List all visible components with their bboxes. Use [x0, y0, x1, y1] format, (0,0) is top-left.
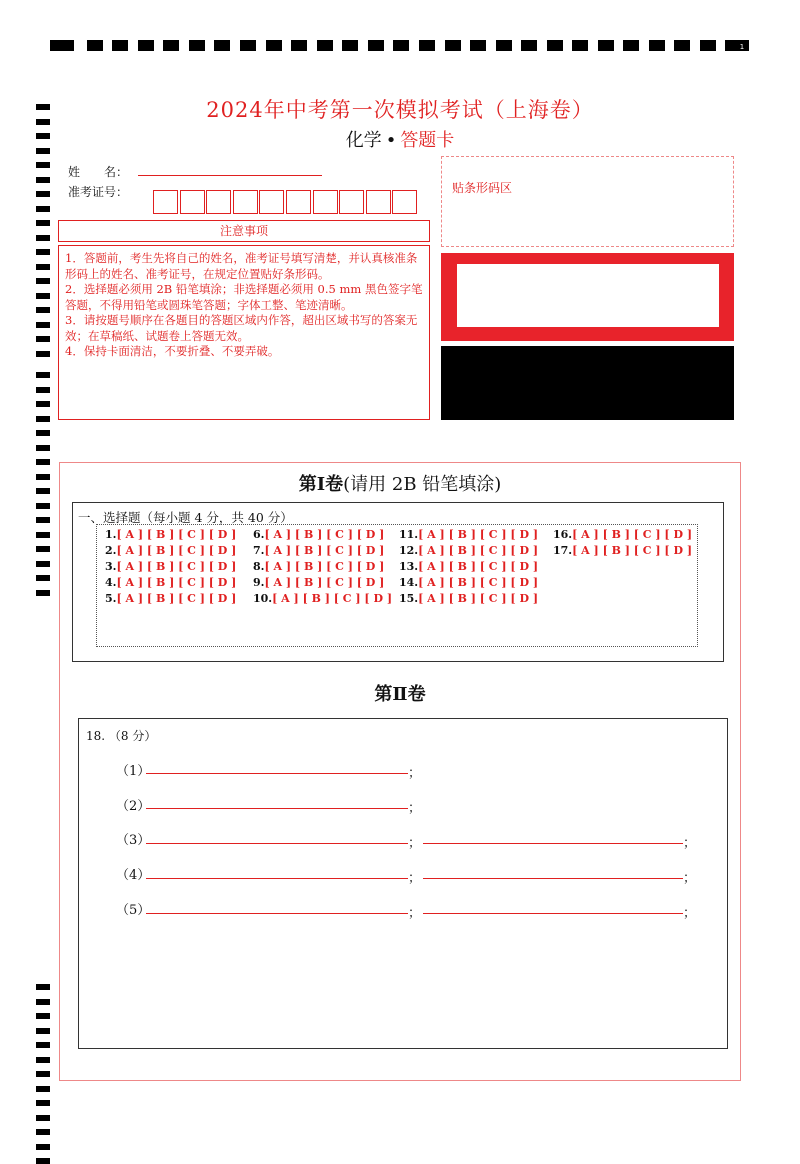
exam-id-digit-box[interactable]	[366, 190, 391, 214]
mcq-question-7[interactable]	[253, 544, 384, 557]
timing-mark	[36, 1086, 50, 1092]
timing-mark	[623, 40, 639, 51]
timing-mark	[36, 1057, 50, 1063]
absent-mark-block	[441, 253, 734, 341]
answer-options[interactable]: [ A ] [ B ] [ C ] [ D ]	[116, 592, 237, 605]
timing-mark	[572, 40, 588, 51]
answer-options[interactable]: [ A ] [ B ] [ C ] [ D ]	[418, 528, 539, 541]
part1-title	[0, 470, 800, 496]
part2-title: 第Ⅱ卷	[374, 684, 426, 705]
timing-mark	[36, 220, 50, 226]
answer-options[interactable]: [ A ] [ B ] [ C ] [ D ]	[272, 592, 393, 605]
timing-mark	[36, 191, 50, 197]
timing-mark	[189, 40, 205, 51]
answer-line-4a[interactable]	[146, 878, 408, 879]
question-number: 17.	[553, 544, 573, 557]
question-number: 4.	[105, 576, 117, 589]
question-number: 1.	[105, 528, 117, 541]
exam-id-digit-box[interactable]	[339, 190, 364, 214]
sub-question-label: （4）	[116, 868, 151, 883]
question-number: 12.	[399, 544, 419, 557]
exam-id-digit-box[interactable]	[313, 190, 338, 214]
timing-mark	[36, 1158, 50, 1164]
mcq-question-8[interactable]	[253, 560, 384, 573]
mcq-question-4[interactable]	[105, 576, 236, 589]
answer-options[interactable]: [ A ] [ B ] [ C ] [ D ]	[418, 560, 539, 573]
semicolon: ；	[408, 871, 422, 886]
timing-mark	[419, 40, 435, 51]
timing-mark	[598, 40, 614, 51]
mcq-section-label: 一、选择题（每小题 4 分，共 40 分）	[78, 510, 293, 525]
mcq-question-16[interactable]	[553, 528, 692, 541]
name-label: 姓 名：	[68, 165, 129, 179]
mcq-question-1[interactable]	[105, 528, 236, 541]
question-number: 3.	[105, 560, 117, 573]
mcq-question-3[interactable]	[105, 560, 236, 573]
timing-mark	[50, 40, 74, 51]
timing-mark	[36, 278, 50, 284]
answer-line-5b[interactable]	[423, 913, 683, 914]
timing-mark	[700, 40, 716, 51]
semicolon: ；	[408, 836, 422, 851]
question-number: 11.	[399, 528, 419, 541]
timing-mark	[36, 999, 50, 1005]
mcq-question-15[interactable]	[399, 592, 538, 605]
timing-mark	[36, 1071, 50, 1077]
sub-question-label: （3）	[116, 833, 151, 848]
exam-id-digit-box[interactable]	[259, 190, 284, 214]
notice-item: 3．请按题号顺序在各题目的答题区域内作答，超出区域书写的答案无效；在草稿纸、试题卷上答题无效。	[65, 313, 418, 343]
timing-mark	[36, 445, 50, 451]
answer-options[interactable]: [ A ] [ B ] [ C ] [ D ]	[116, 544, 237, 557]
timing-mark	[317, 40, 333, 51]
answer-options[interactable]: [ A ] [ B ] [ C ] [ D ]	[116, 528, 237, 541]
barcode-area-label: 贴条形码区	[452, 181, 513, 195]
notice-item: 4．保持卡面清洁，不要折叠、不要弄破。	[65, 344, 280, 358]
question-number: 13.	[399, 560, 419, 573]
question-number: 16.	[553, 528, 573, 541]
answer-line-3b[interactable]	[423, 843, 683, 844]
exam-id-digit-box[interactable]	[392, 190, 417, 214]
timing-mark	[547, 40, 563, 51]
question-18-box	[78, 718, 728, 1049]
answer-line-5a[interactable]	[146, 913, 408, 914]
question-number: 9.	[253, 576, 265, 589]
notice-item: 2．选择题必须用 2B 铅笔填涂；非选择题必须用 0.5 mm 黑色签字笔答题，不得用铅笔或圆珠笔答题；字体工整、笔迹清晰。	[65, 282, 423, 312]
mcq-question-14[interactable]	[399, 576, 538, 589]
notice-heading: 注意事项	[58, 220, 430, 242]
mcq-question-12[interactable]	[399, 544, 538, 557]
part1-title-bold: 第Ⅰ卷	[298, 474, 344, 495]
timing-mark	[36, 322, 50, 328]
exam-id-digit-box[interactable]	[286, 190, 311, 214]
question-number: 8.	[253, 560, 265, 573]
timing-mark	[36, 416, 50, 422]
answer-options[interactable]: [ A ] [ B ] [ C ] [ D ]	[264, 528, 385, 541]
timing-mark	[496, 40, 512, 51]
timing-mark	[36, 387, 50, 393]
mcq-question-2[interactable]	[105, 544, 236, 557]
answer-line-4b[interactable]	[423, 878, 683, 879]
semicolon: ；	[683, 906, 697, 921]
name-input-line[interactable]	[138, 175, 322, 176]
mcq-question-17[interactable]	[553, 544, 692, 557]
timing-mark	[36, 351, 50, 357]
timing-mark	[240, 40, 256, 51]
timing-mark	[36, 561, 50, 567]
exam-id-digit-box[interactable]	[180, 190, 205, 214]
mcq-question-6[interactable]	[253, 528, 384, 541]
timing-mark	[393, 40, 409, 51]
timing-mark	[36, 293, 50, 299]
timing-mark	[36, 249, 50, 255]
timing-mark	[87, 40, 103, 51]
question-number: 10.	[253, 592, 273, 605]
notice-item: 1．答题前，考生先将自己的姓名，准考证号填写清楚，并认真核准条形码上的姓名、准考证号，在规定位置贴好条形码。	[65, 251, 418, 281]
question-number: 7.	[253, 544, 265, 557]
timing-mark	[36, 206, 50, 212]
black-mark-block	[441, 346, 734, 420]
timing-mark	[36, 575, 50, 581]
answer-options[interactable]: [ A ] [ B ] [ C ] [ D ]	[418, 576, 539, 589]
timing-mark	[266, 40, 282, 51]
timing-mark	[36, 590, 50, 596]
exam-id-digit-box[interactable]	[233, 190, 258, 214]
timing-mark	[36, 430, 50, 436]
answer-line-1[interactable]	[146, 773, 408, 774]
timing-mark	[342, 40, 358, 51]
timing-mark	[36, 1013, 50, 1019]
answer-options[interactable]: [ A ] [ B ] [ C ] [ D ]	[264, 560, 385, 573]
semicolon: ；	[408, 906, 422, 921]
answer-options[interactable]: [ A ] [ B ] [ C ] [ D ]	[418, 592, 539, 605]
exam-id-digit-box[interactable]	[206, 190, 231, 214]
timing-mark	[36, 1129, 50, 1135]
timing-mark	[36, 401, 50, 407]
timing-mark	[291, 40, 307, 51]
mcq-question-11[interactable]	[399, 528, 538, 541]
timing-marks-top	[50, 40, 750, 52]
timing-mark	[36, 235, 50, 241]
question-number: 14.	[399, 576, 419, 589]
absent-mark-inner	[457, 264, 719, 327]
timing-mark	[36, 162, 50, 168]
card-type: 答题卡	[400, 130, 455, 151]
timing-mark	[36, 517, 50, 523]
answer-options[interactable]: [ A ] [ B ] [ C ] [ D ]	[264, 544, 385, 557]
question-number: 6.	[253, 528, 265, 541]
barcode-area	[441, 156, 734, 247]
sub-question-label: （2）	[116, 799, 151, 814]
semicolon: ；	[683, 836, 697, 851]
timing-mark	[521, 40, 537, 51]
timing-mark	[36, 1042, 50, 1048]
timing-mark	[138, 40, 154, 51]
mcq-question-13[interactable]	[399, 560, 538, 573]
sub-question-label: （5）	[116, 903, 151, 918]
answer-options[interactable]: [ A ] [ B ] [ C ] [ D ]	[264, 576, 385, 589]
timing-mark	[36, 503, 50, 509]
question-18-header: 18. （8 分）	[86, 729, 157, 743]
mcq-question-5[interactable]	[105, 592, 236, 605]
answer-options[interactable]: [ A ] [ B ] [ C ] [ D ]	[572, 544, 693, 557]
timing-mark	[36, 372, 50, 378]
answer-options[interactable]: [ A ] [ B ] [ C ] [ D ]	[418, 544, 539, 557]
timing-mark	[36, 307, 50, 313]
question-number: 5.	[105, 592, 117, 605]
timing-mark	[36, 1100, 50, 1106]
answer-line-3a[interactable]	[146, 843, 408, 844]
timing-mark	[36, 1144, 50, 1150]
exam-id-label: 准考证号：	[68, 185, 129, 199]
answer-options[interactable]: [ A ] [ B ] [ C ] [ D ]	[572, 528, 693, 541]
timing-mark	[163, 40, 179, 51]
subtitle-dot: •	[385, 130, 397, 151]
timing-mark	[36, 177, 50, 183]
timing-mark	[214, 40, 230, 51]
notice-body	[58, 245, 430, 420]
exam-title: 2024年中考第一次模拟考试（上海卷）	[206, 98, 594, 122]
timing-mark	[36, 1115, 50, 1121]
timing-mark	[470, 40, 486, 51]
answer-line-2[interactable]	[146, 808, 408, 809]
semicolon: ；	[408, 801, 422, 816]
timing-mark	[36, 459, 50, 465]
card-subtitle	[0, 126, 800, 152]
answer-options[interactable]: [ A ] [ B ] [ C ] [ D ]	[116, 576, 237, 589]
question-number: 15.	[399, 592, 419, 605]
timing-mark	[36, 546, 50, 552]
timing-mark	[368, 40, 384, 51]
timing-mark	[36, 984, 50, 990]
part1-title-rest: (请用 2B 铅笔填涂)	[343, 474, 502, 495]
sub-question-label: （1）	[116, 764, 151, 779]
timing-mark	[674, 40, 690, 51]
mcq-question-10[interactable]	[253, 592, 392, 605]
timing-mark	[36, 1028, 50, 1034]
timing-mark	[36, 532, 50, 538]
timing-mark	[445, 40, 461, 51]
mcq-question-9[interactable]	[253, 576, 384, 589]
question-number: 2.	[105, 544, 117, 557]
answer-options[interactable]: [ A ] [ B ] [ C ] [ D ]	[116, 560, 237, 573]
exam-id-digit-box[interactable]	[153, 190, 178, 214]
timing-mark	[36, 336, 50, 342]
page-number: 1	[739, 43, 745, 51]
timing-mark	[112, 40, 128, 51]
timing-mark	[649, 40, 665, 51]
semicolon: ；	[683, 871, 697, 886]
semicolon: ；	[408, 766, 422, 781]
timing-mark	[36, 264, 50, 270]
subject-name: 化学	[345, 130, 382, 151]
